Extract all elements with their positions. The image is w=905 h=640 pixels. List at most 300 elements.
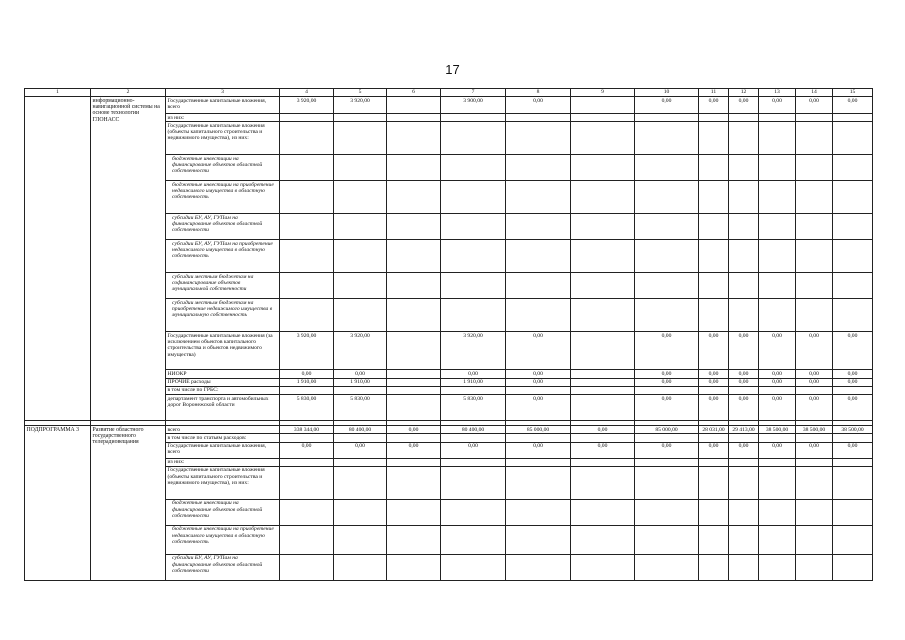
expense-item-cell: субсидии БУ, АУ, ГУПам на финансирование объектов областной собственности <box>166 554 280 580</box>
value-cell: 0,00 <box>729 395 759 421</box>
value-cell <box>635 466 699 499</box>
value-cell <box>334 499 387 525</box>
value-cell <box>729 458 759 466</box>
value-cell <box>506 299 571 332</box>
value-cell <box>571 299 635 332</box>
expense-item-cell: бюджетные инвестиции на приобретение недвижимого имущества в областную собственность <box>166 181 280 214</box>
value-cell: 38 500,00 <box>796 426 833 434</box>
value-cell <box>796 114 833 122</box>
value-cell: 0,00 <box>833 442 873 458</box>
value-cell <box>759 214 796 240</box>
subprogram-code-cell: ПОДПРОГРАММА 3 <box>25 426 91 581</box>
value-cell <box>699 499 729 525</box>
value-cell <box>571 434 635 442</box>
value-cell <box>571 273 635 299</box>
expense-item-cell: Государственные капитальные вложения (объекты капитального строительства и недвижимого имущества), из них: <box>166 466 280 499</box>
value-cell <box>506 434 571 442</box>
value-cell <box>441 466 506 499</box>
value-cell: 0,00 <box>729 97 759 114</box>
expense-item-cell: департамент транспорта и автомобильных дорог Воронежской области <box>166 395 280 421</box>
value-cell <box>387 554 441 580</box>
value-cell <box>334 434 387 442</box>
value-cell: 3 920,00 <box>441 332 506 370</box>
value-cell <box>387 214 441 240</box>
value-cell: 0,00 <box>635 97 699 114</box>
value-cell <box>571 458 635 466</box>
value-cell <box>796 240 833 273</box>
value-cell <box>280 434 334 442</box>
value-cell <box>280 240 334 273</box>
value-cell <box>506 155 571 181</box>
value-cell <box>280 299 334 332</box>
value-cell <box>506 458 571 466</box>
header-cell: 5 <box>334 89 387 97</box>
value-cell <box>796 299 833 332</box>
value-cell <box>699 458 729 466</box>
value-cell <box>506 122 571 155</box>
value-cell <box>387 466 441 499</box>
value-cell <box>635 240 699 273</box>
expense-item-cell: субсидии местным бюджетам на приобретение недвижимого имущества в муниципальную собственность <box>166 299 280 332</box>
value-cell <box>334 458 387 466</box>
value-cell: 0,00 <box>699 97 729 114</box>
value-cell <box>729 299 759 332</box>
value-cell <box>387 434 441 442</box>
value-cell <box>833 122 873 155</box>
value-cell: 3 920,00 <box>334 332 387 370</box>
value-cell <box>833 181 873 214</box>
value-cell <box>387 122 441 155</box>
value-cell <box>796 458 833 466</box>
expense-item-cell: НИОКР <box>166 370 280 378</box>
value-cell <box>796 386 833 394</box>
value-cell <box>441 499 506 525</box>
value-cell <box>699 240 729 273</box>
value-cell <box>441 114 506 122</box>
value-cell <box>759 299 796 332</box>
value-cell: 0,00 <box>796 370 833 378</box>
value-cell: 0,00 <box>699 378 729 386</box>
value-cell <box>280 458 334 466</box>
value-cell: 0,00 <box>280 370 334 378</box>
value-cell: 338 344,00 <box>280 426 334 434</box>
value-cell: 0,00 <box>635 378 699 386</box>
value-cell <box>796 214 833 240</box>
value-cell <box>571 466 635 499</box>
value-cell <box>635 122 699 155</box>
value-cell: 0,00 <box>729 370 759 378</box>
value-cell <box>699 299 729 332</box>
value-cell: 0,00 <box>699 395 729 421</box>
value-cell <box>796 181 833 214</box>
value-cell: 0,00 <box>635 370 699 378</box>
value-cell <box>280 386 334 394</box>
value-cell: 0,00 <box>699 442 729 458</box>
value-cell: 0,00 <box>699 332 729 370</box>
expense-item-cell: ПРОЧИЕ расходы <box>166 378 280 386</box>
expense-item-cell: всего <box>166 426 280 434</box>
value-cell <box>334 214 387 240</box>
value-cell <box>571 386 635 394</box>
expense-item-cell: в том числе по статьям расходов: <box>166 434 280 442</box>
value-cell: 0,00 <box>334 370 387 378</box>
value-cell <box>506 554 571 580</box>
header-cell: 13 <box>759 89 796 97</box>
value-cell <box>506 466 571 499</box>
value-cell: 0,00 <box>796 378 833 386</box>
value-cell <box>506 499 571 525</box>
value-cell <box>759 458 796 466</box>
expense-item-cell: из них: <box>166 114 280 122</box>
value-cell <box>280 273 334 299</box>
value-cell <box>635 299 699 332</box>
value-cell <box>833 273 873 299</box>
value-cell: 3 920,00 <box>280 97 334 114</box>
value-cell <box>796 554 833 580</box>
value-cell <box>506 114 571 122</box>
expense-item-cell: из них: <box>166 458 280 466</box>
value-cell <box>635 181 699 214</box>
value-cell <box>280 122 334 155</box>
value-cell: 0,00 <box>759 332 796 370</box>
value-cell: 0,00 <box>759 378 796 386</box>
value-cell <box>796 155 833 181</box>
value-cell <box>699 155 729 181</box>
value-cell <box>759 122 796 155</box>
value-cell <box>729 386 759 394</box>
value-cell <box>334 122 387 155</box>
value-cell: 1 910,00 <box>280 378 334 386</box>
value-cell <box>387 273 441 299</box>
value-cell <box>334 386 387 394</box>
header-cell: 1 <box>25 89 91 97</box>
value-cell <box>280 114 334 122</box>
value-cell <box>729 466 759 499</box>
value-cell: 5 830,00 <box>441 395 506 421</box>
expense-item-cell: в том числе по ГРБС: <box>166 386 280 394</box>
header-cell: 10 <box>635 89 699 97</box>
value-cell <box>441 155 506 181</box>
value-cell <box>796 434 833 442</box>
value-cell: 0,00 <box>506 97 571 114</box>
value-cell <box>334 299 387 332</box>
value-cell <box>280 554 334 580</box>
value-cell <box>833 386 873 394</box>
value-cell <box>571 97 635 114</box>
value-cell <box>759 273 796 299</box>
value-cell <box>759 466 796 499</box>
value-cell <box>280 466 334 499</box>
expense-item-cell: Государственные капитальные вложения, всего <box>166 442 280 458</box>
expense-item-cell: Государственные капитальные вложения (за исключением объектов капитального строительства и объектов недвижимого имущества) <box>166 332 280 370</box>
value-cell <box>796 273 833 299</box>
page-number: 17 <box>445 62 460 77</box>
value-cell: 38 500,00 <box>759 426 796 434</box>
value-cell <box>280 499 334 525</box>
value-cell <box>280 214 334 240</box>
value-cell <box>699 122 729 155</box>
value-cell: 28 031,00 <box>699 426 729 434</box>
value-cell <box>729 273 759 299</box>
value-cell <box>441 214 506 240</box>
value-cell <box>729 499 759 525</box>
value-cell <box>571 332 635 370</box>
value-cell <box>635 114 699 122</box>
value-cell <box>571 155 635 181</box>
value-cell <box>571 525 635 554</box>
value-cell: 0,00 <box>506 378 571 386</box>
value-cell: 0,00 <box>387 442 441 458</box>
table-row <box>25 426 873 434</box>
value-cell: 0,00 <box>833 378 873 386</box>
value-cell <box>441 122 506 155</box>
value-cell <box>387 458 441 466</box>
value-cell <box>796 466 833 499</box>
value-cell: 0,00 <box>796 442 833 458</box>
value-cell <box>387 386 441 394</box>
value-cell <box>441 386 506 394</box>
expense-item-cell: бюджетные инвестиции на приобретение недвижимого имущества в областную собственность <box>166 525 280 554</box>
value-cell <box>699 214 729 240</box>
expense-item-cell: бюджетные инвестиции на финансирование объектов областной собственности <box>166 155 280 181</box>
value-cell <box>571 499 635 525</box>
value-cell: 0,00 <box>759 370 796 378</box>
value-cell <box>280 181 334 214</box>
value-cell: 3 920,00 <box>280 332 334 370</box>
value-cell <box>441 240 506 273</box>
value-cell <box>571 378 635 386</box>
value-cell: 0,00 <box>796 97 833 114</box>
value-cell <box>635 214 699 240</box>
value-cell: 5 830,00 <box>334 395 387 421</box>
value-cell: 0,00 <box>796 395 833 421</box>
value-cell: 1 910,00 <box>334 378 387 386</box>
value-cell <box>334 240 387 273</box>
value-cell <box>635 434 699 442</box>
value-cell <box>729 525 759 554</box>
table-row <box>25 97 873 114</box>
value-cell <box>699 466 729 499</box>
value-cell <box>387 181 441 214</box>
value-cell: 29 413,00 <box>729 426 759 434</box>
value-cell: 0,00 <box>387 426 441 434</box>
value-cell: 0,00 <box>759 442 796 458</box>
value-cell <box>334 554 387 580</box>
value-cell <box>441 458 506 466</box>
expense-item-cell: субсидии местным бюджетам на софинансирование объектов муниципальной собственности <box>166 273 280 299</box>
header-cell: 8 <box>506 89 571 97</box>
value-cell: 85 000,00 <box>635 426 699 434</box>
value-cell <box>729 181 759 214</box>
value-cell: 0,00 <box>833 97 873 114</box>
value-cell <box>759 554 796 580</box>
value-cell <box>334 155 387 181</box>
value-cell <box>833 114 873 122</box>
header-cell: 9 <box>571 89 635 97</box>
value-cell <box>635 386 699 394</box>
value-cell: 0,00 <box>506 370 571 378</box>
value-cell <box>759 155 796 181</box>
value-cell <box>833 240 873 273</box>
value-cell <box>571 214 635 240</box>
value-cell <box>334 181 387 214</box>
value-cell <box>334 466 387 499</box>
value-cell: 0,00 <box>833 395 873 421</box>
value-cell: 0,00 <box>506 332 571 370</box>
value-cell <box>635 554 699 580</box>
value-cell <box>506 240 571 273</box>
header-cell: 6 <box>387 89 441 97</box>
value-cell <box>759 181 796 214</box>
value-cell <box>759 434 796 442</box>
value-cell <box>729 554 759 580</box>
value-cell: 0,00 <box>759 395 796 421</box>
value-cell: 0,00 <box>334 442 387 458</box>
value-cell <box>699 525 729 554</box>
expense-item-cell: субсидии БУ, АУ, ГУПам на приобретение недвижимого имущества в областную собственность <box>166 240 280 273</box>
value-cell <box>796 525 833 554</box>
value-cell: 3 920,00 <box>334 97 387 114</box>
value-cell: 0,00 <box>796 332 833 370</box>
value-cell <box>833 214 873 240</box>
header-cell: 11 <box>699 89 729 97</box>
value-cell <box>334 525 387 554</box>
value-cell <box>729 155 759 181</box>
value-cell <box>441 181 506 214</box>
value-cell <box>833 155 873 181</box>
value-cell: 0,00 <box>729 442 759 458</box>
value-cell <box>635 155 699 181</box>
value-cell <box>699 114 729 122</box>
value-cell <box>387 395 441 421</box>
value-cell <box>387 378 441 386</box>
value-cell: 1 910,00 <box>441 378 506 386</box>
value-cell <box>387 299 441 332</box>
header-cell: 15 <box>833 89 873 97</box>
value-cell <box>571 181 635 214</box>
value-cell <box>729 214 759 240</box>
value-cell <box>441 273 506 299</box>
value-cell <box>833 458 873 466</box>
value-cell: 0,00 <box>506 395 571 421</box>
value-cell <box>506 273 571 299</box>
value-cell <box>387 370 441 378</box>
expense-item-cell: бюджетные инвестиции на финансирование объектов областной собственности <box>166 499 280 525</box>
value-cell <box>571 240 635 273</box>
value-cell: 0,00 <box>729 332 759 370</box>
value-cell <box>635 273 699 299</box>
value-cell <box>571 122 635 155</box>
value-cell: 3 900,00 <box>441 97 506 114</box>
value-cell: 0,00 <box>441 370 506 378</box>
value-cell: 0,00 <box>441 442 506 458</box>
value-cell <box>506 525 571 554</box>
value-cell <box>833 466 873 499</box>
value-cell: 0,00 <box>635 395 699 421</box>
value-cell <box>571 114 635 122</box>
header-cell: 2 <box>91 89 166 97</box>
value-cell: 0,00 <box>759 97 796 114</box>
value-cell <box>635 499 699 525</box>
value-cell <box>280 525 334 554</box>
value-cell <box>387 332 441 370</box>
value-cell <box>833 499 873 525</box>
program-name-cell: Развитие областного государственного телерадиовещания <box>91 426 166 581</box>
header-cell: 14 <box>796 89 833 97</box>
header-cell: 4 <box>280 89 334 97</box>
value-cell <box>729 114 759 122</box>
value-cell <box>506 386 571 394</box>
value-cell: 0,00 <box>506 442 571 458</box>
value-cell <box>334 273 387 299</box>
value-cell <box>387 499 441 525</box>
value-cell: 0,00 <box>280 442 334 458</box>
value-cell <box>441 554 506 580</box>
value-cell <box>635 525 699 554</box>
value-cell <box>441 434 506 442</box>
value-cell <box>699 181 729 214</box>
value-cell <box>441 299 506 332</box>
value-cell <box>759 240 796 273</box>
value-cell: 5 830,00 <box>280 395 334 421</box>
value-cell <box>699 434 729 442</box>
value-cell: 0,00 <box>571 442 635 458</box>
value-cell <box>833 554 873 580</box>
header-cell: 7 <box>441 89 506 97</box>
value-cell <box>387 114 441 122</box>
value-cell <box>571 395 635 421</box>
expense-item-cell: Государственные капитальные вложения, всего <box>166 97 280 114</box>
value-cell <box>699 386 729 394</box>
value-cell <box>387 97 441 114</box>
value-cell: 0,00 <box>635 332 699 370</box>
value-cell <box>571 554 635 580</box>
value-cell <box>441 525 506 554</box>
program-code-cell <box>25 97 91 421</box>
value-cell <box>729 240 759 273</box>
value-cell <box>833 525 873 554</box>
value-cell <box>334 114 387 122</box>
value-cell <box>699 273 729 299</box>
value-cell <box>833 299 873 332</box>
value-cell: 0,00 <box>699 370 729 378</box>
value-cell <box>833 434 873 442</box>
value-cell <box>387 525 441 554</box>
header-cell: 3 <box>166 89 280 97</box>
value-cell <box>729 434 759 442</box>
value-cell: 0,00 <box>571 426 635 434</box>
value-cell: 0,00 <box>833 370 873 378</box>
value-cell: 0,00 <box>729 378 759 386</box>
value-cell: 38 500,00 <box>833 426 873 434</box>
value-cell: 0,00 <box>635 442 699 458</box>
value-cell <box>759 386 796 394</box>
value-cell <box>571 370 635 378</box>
value-cell <box>635 458 699 466</box>
value-cell <box>387 240 441 273</box>
expense-item-cell: Государственные капитальные вложения (объекты капитального строительства и недвижимого имущества), из них: <box>166 122 280 155</box>
header-cell: 12 <box>729 89 759 97</box>
value-cell <box>506 214 571 240</box>
value-cell <box>280 155 334 181</box>
value-cell: 80 400,00 <box>441 426 506 434</box>
value-cell: 0,00 <box>833 332 873 370</box>
budget-table <box>24 88 873 581</box>
value-cell <box>387 155 441 181</box>
value-cell <box>699 554 729 580</box>
value-cell <box>506 181 571 214</box>
value-cell <box>759 499 796 525</box>
